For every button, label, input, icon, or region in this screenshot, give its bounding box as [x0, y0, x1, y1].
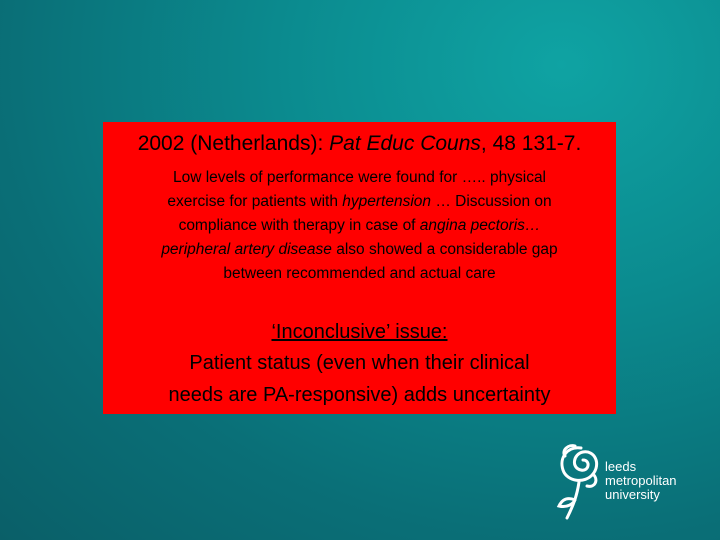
summary-line-2 — [103, 190, 616, 214]
term-angina: angina pectoris… — [419, 217, 541, 234]
rose-icon — [555, 440, 607, 522]
summary-line-4-b: also showed a considerable gap — [331, 241, 558, 258]
issue-title: ‘Inconclusive’ issue: — [271, 321, 448, 343]
issue-line-1: Patient status (even when their clinical — [189, 352, 530, 374]
summary-line-3-a: compliance with therapy in case of — [178, 217, 420, 234]
summary-line-2-a: exercise for patients with — [167, 193, 343, 210]
logo-line-2: metropolitan — [605, 473, 677, 488]
content-box — [103, 122, 616, 414]
heading-suffix: , 48 131-7. — [480, 132, 582, 155]
logo-text — [605, 460, 677, 502]
summary-line-5: between recommended and actual care — [223, 265, 496, 282]
university-logo — [555, 440, 695, 522]
journal-name: Pat Educ Couns — [329, 132, 481, 155]
logo-line-1: leeds — [605, 459, 637, 474]
term-pad: peripheral artery disease — [161, 241, 332, 258]
logo-line-3: university — [605, 487, 660, 502]
summary-line-4 — [103, 238, 616, 262]
reference-heading — [103, 132, 616, 156]
summary-line-3 — [103, 214, 616, 238]
summary-line-1: Low levels of performance were found for ….. physical — [172, 169, 547, 186]
summary-line-2-b: … Discussion on — [431, 193, 552, 210]
heading-prefix: 2002 (Netherlands): — [137, 132, 330, 155]
issue-line-2: needs are PA-responsive) adds uncertainty — [168, 384, 551, 406]
term-hypertension: hypertension — [342, 193, 432, 210]
